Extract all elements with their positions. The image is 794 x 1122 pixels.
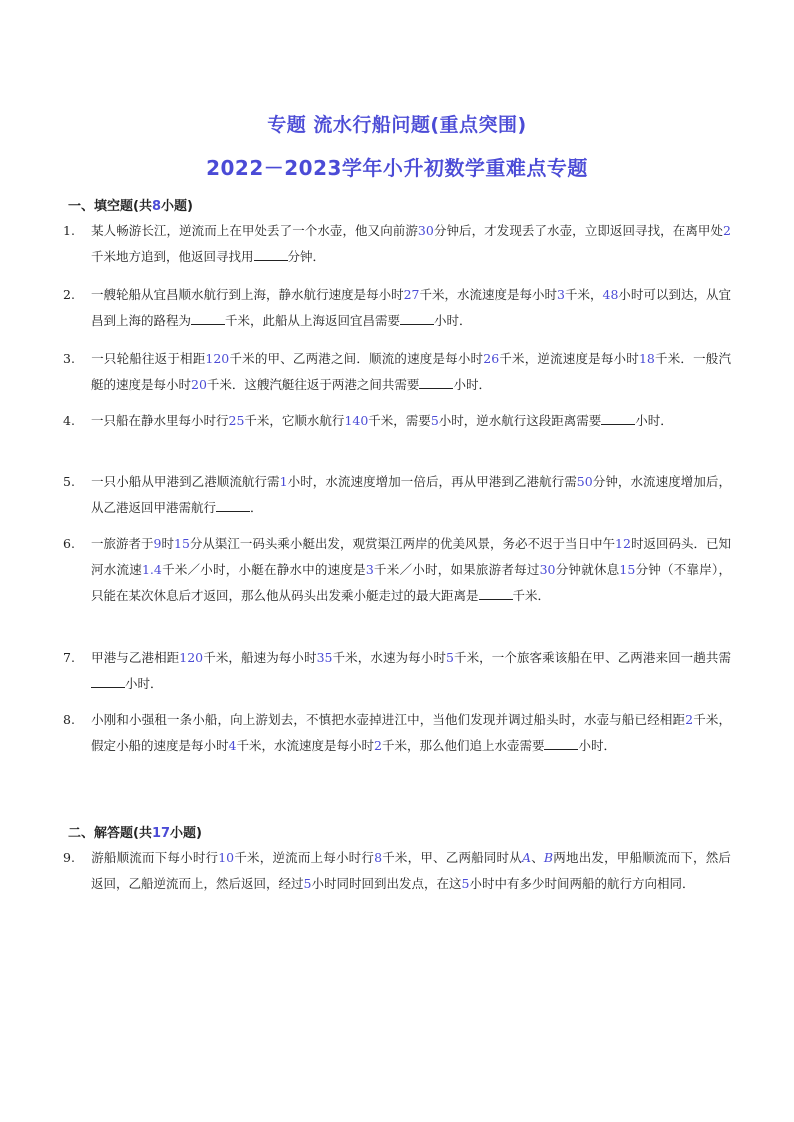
- question-text: 千米，需要: [368, 413, 431, 428]
- number: 12: [615, 536, 631, 551]
- answer-blank[interactable]: [91, 675, 125, 688]
- question-text: 千米，水速为每小时: [332, 650, 446, 665]
- question-text: 千米．: [512, 588, 551, 603]
- question-text: 千米，甲、乙两船同时从: [382, 850, 522, 865]
- number: 5: [461, 876, 470, 891]
- number: 50: [576, 474, 593, 489]
- number: 120: [205, 351, 230, 366]
- answer-blank[interactable]: [601, 412, 635, 425]
- question-text: 一旅游者于: [91, 536, 154, 551]
- question-text: ．: [250, 500, 263, 515]
- number: 48: [602, 287, 619, 302]
- question-text: 某人畅游长江，逆流而上在甲处丢了一个水壶，他又向前游: [91, 223, 418, 238]
- question-text: 小刚和小强租一条小船，向上游划去，不慎把水壶掉进江中，当他们发现并调过船头时，水壶与船已经相距: [91, 712, 686, 727]
- question-text: 一艘轮船从宜昌顺水航行到上海，静水航行速度是每小时: [91, 287, 404, 302]
- question-number: 6.: [63, 536, 75, 551]
- question-text: 、: [531, 850, 544, 865]
- page-title: 专题 流水行船问题(重点突围): [267, 114, 527, 136]
- number: 1.4: [141, 562, 162, 577]
- number: 5: [430, 413, 439, 428]
- number: 15: [619, 562, 636, 577]
- question-text: 千米，那么他们追上水壶需要: [381, 738, 545, 753]
- number: 27: [403, 287, 420, 302]
- section-suffix: 小题): [161, 199, 193, 214]
- question-number: 5.: [63, 474, 75, 489]
- question-text: 千米．这艘汽艇往返于两港之间共需要: [206, 377, 420, 392]
- question-text: 时: [161, 536, 174, 551]
- number: 26: [483, 351, 500, 366]
- question-text: 小时．: [453, 377, 491, 392]
- question-6: [63, 531, 731, 609]
- number: 2: [723, 223, 731, 238]
- question-1: [63, 218, 731, 270]
- number: 120: [179, 650, 204, 665]
- number: 2: [373, 738, 382, 753]
- question-text: 小时．: [434, 313, 472, 328]
- number: 5: [445, 650, 454, 665]
- question-text: 游船顺流而下每小时行: [91, 850, 219, 865]
- question-text: 千米，水流速度是每小时: [236, 738, 374, 753]
- question-text: 小时．: [635, 413, 673, 428]
- question-number: 1.: [63, 223, 75, 238]
- question-3: [63, 346, 731, 398]
- question-text: 千米，逆流而上每小时行: [234, 850, 375, 865]
- question-text: 一只轮船往返于相距: [91, 351, 206, 366]
- number: 3: [557, 287, 565, 302]
- number: 140: [344, 413, 369, 428]
- section-prefix: 一、填空题(共: [68, 199, 152, 214]
- section-heading-fill-in: [68, 195, 193, 214]
- question-text: 小时，水流速度增加一倍后，再从甲港到乙港航行需: [287, 474, 577, 489]
- answer-blank[interactable]: [254, 248, 288, 261]
- question-text: 甲港与乙港相距: [91, 650, 180, 665]
- question-number: 9.: [63, 850, 75, 865]
- question-text: 分从渠江一码头乘小艇出发，观赏渠江两岸的优美风景，务必不迟于当日中午: [189, 536, 616, 551]
- answer-blank[interactable]: [216, 499, 250, 512]
- question-text: 千米的甲、乙两港之间．顺流的速度是每小时: [229, 351, 484, 366]
- answer-blank[interactable]: [400, 312, 434, 325]
- question-text: 千米．一般汽艇的速度是每小时: [91, 351, 731, 392]
- number: 18: [638, 351, 655, 366]
- question-text: 小时．: [125, 676, 163, 691]
- section-suffix: 小题): [170, 826, 202, 841]
- question-text: 千米，船速为每小时: [203, 650, 317, 665]
- question-text: 一只小船从甲港到乙港顺流航行需: [91, 474, 280, 489]
- number: 4: [228, 738, 237, 753]
- number: 1: [279, 474, 288, 489]
- question-text: 分钟就休息: [555, 562, 620, 577]
- section-heading-solve: [68, 822, 202, 841]
- number: 10: [218, 850, 235, 865]
- question-text: 小时可以到达，从宜昌到上海的路程为: [91, 287, 731, 328]
- question-text: 千米／小时，如果旅游者每过: [373, 562, 540, 577]
- question-text: 小时．: [578, 738, 616, 753]
- question-text: 千米，它顺水航行: [244, 413, 345, 428]
- question-number: 4.: [63, 413, 75, 428]
- number: 3: [365, 562, 374, 577]
- question-text: 分钟．: [287, 249, 326, 264]
- question-9: [63, 845, 731, 897]
- question-2: [63, 282, 731, 334]
- question-text: 小时同时回到出发点，在这: [311, 876, 462, 891]
- question-text: 两地出发，甲船顺流而下，然后返回，乙船逆流而上，然后返回，经过: [91, 850, 731, 891]
- question-text: 千米，逆流速度是每小时: [499, 351, 639, 366]
- number: 5: [303, 876, 312, 891]
- question-number: 8.: [63, 712, 75, 727]
- number: 30: [417, 223, 434, 238]
- question-text: 千米，此船从上海返回宜昌需要: [225, 313, 401, 328]
- question-text: 一只船在静水里每小时行: [91, 413, 229, 428]
- question-text: 千米，假定小船的速度是每小时: [91, 712, 731, 753]
- question-4: [63, 408, 731, 434]
- page-subtitle: 2022－2023学年小升初数学重难点专题: [206, 156, 588, 180]
- question-text: 千米，一个旅客乘该船在甲、乙两港来回一趟共需: [453, 650, 731, 665]
- section-count: 17: [151, 826, 171, 841]
- question-text: 时返回码头．已知河水流速: [91, 536, 731, 577]
- question-text: 千米，: [565, 287, 603, 302]
- number: 8: [374, 850, 383, 865]
- point-label: A: [521, 850, 531, 865]
- question-5: [63, 469, 731, 521]
- number: 15: [174, 536, 190, 551]
- section-prefix: 二、解答题(共: [68, 826, 152, 841]
- section-count: 8: [151, 199, 161, 214]
- question-number: 7.: [63, 650, 75, 665]
- number: 30: [539, 562, 556, 577]
- question-text: 分钟（不靠岸），只能在某次休息后才返回，那么他从码头出发乘小艇走过的最大距离是: [91, 562, 731, 603]
- number: 9: [153, 536, 162, 551]
- question-text: 千米／小时，小艇在静水中的速度是: [161, 562, 366, 577]
- number: 35: [316, 650, 333, 665]
- number: 20: [191, 377, 207, 392]
- question-number: 2.: [63, 287, 75, 302]
- number: 25: [228, 413, 245, 428]
- question-text: 分钟，水流速度增加后，从乙港返回甲港需航行: [91, 474, 731, 515]
- answer-blank[interactable]: [544, 737, 578, 750]
- question-text: 千米，水流速度是每小时: [419, 287, 558, 302]
- answer-blank[interactable]: [191, 312, 225, 325]
- point-label: B: [543, 850, 554, 865]
- question-7: [63, 645, 731, 697]
- question-number: 3.: [63, 351, 75, 366]
- question-text: 小时中有多少时间两船的航行方向相同．: [469, 876, 695, 891]
- question-text: 分钟后，才发现丢了水壶，立即返回寻找，在离甲处: [433, 223, 724, 238]
- answer-blank[interactable]: [419, 376, 453, 389]
- question-text: 小时，逆水航行这段距离需要: [438, 413, 602, 428]
- number: 2: [685, 712, 694, 727]
- question-8: [63, 707, 731, 759]
- question-text: 千米地方追到，他返回寻找用: [91, 249, 254, 264]
- answer-blank[interactable]: [479, 587, 513, 600]
